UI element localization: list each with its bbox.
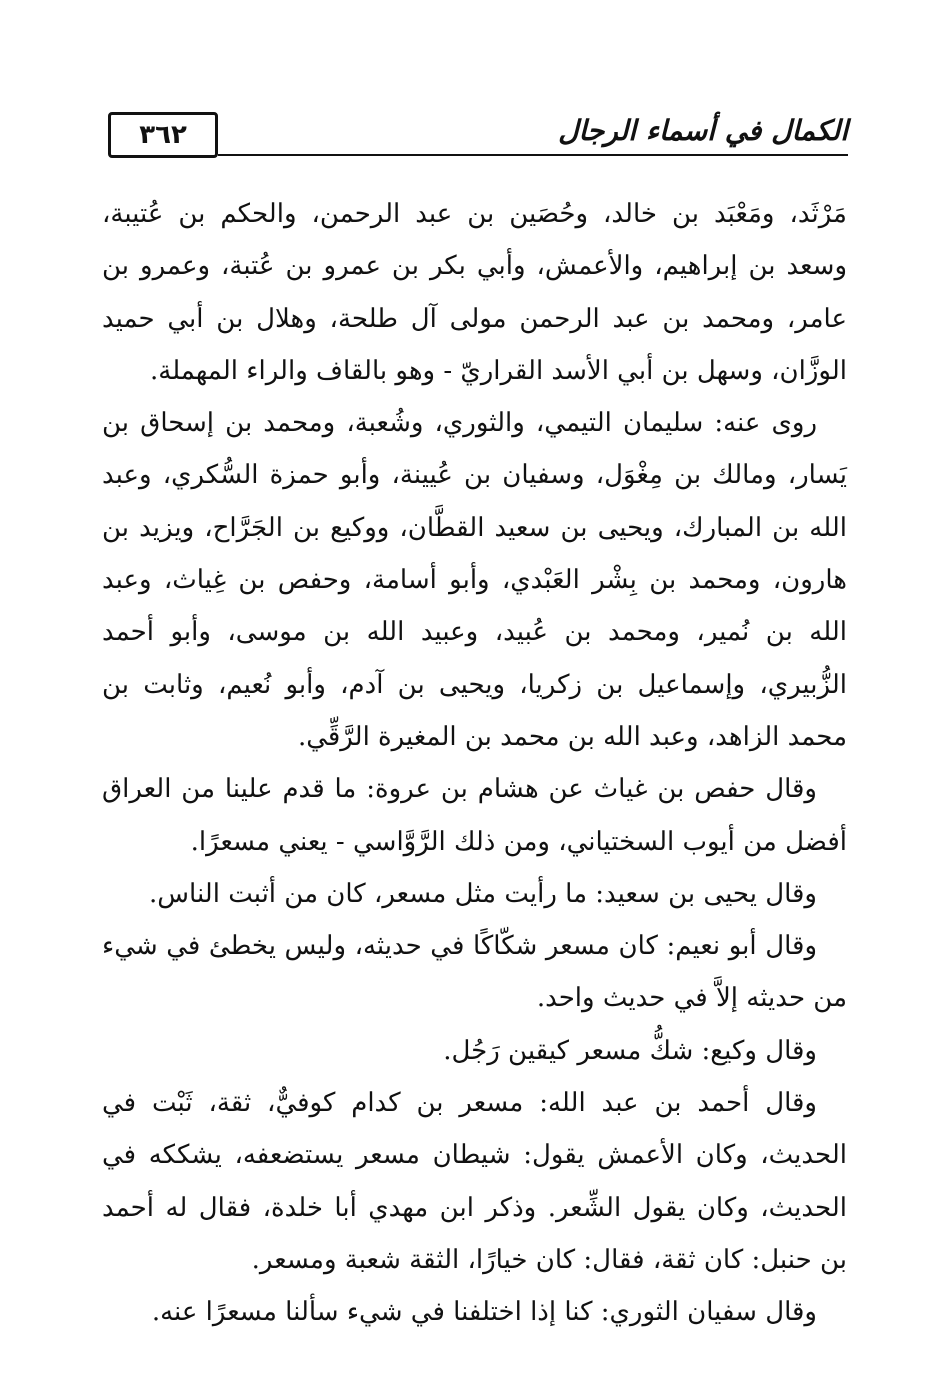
header-rule [218,154,848,156]
paragraph: وقال يحيى بن سعيد: ما رأيت مثل مسعر، كان من أثبت الناس. [149,878,817,909]
paragraph: وقال أحمد بن عبد الله: مسعر بن كدام كوفيٌّ، ثقة، ثَبْت في الحديث، وكان الأعمش يقول: شيطان مسعر يستضعفه، يشككه في الحديث، وكان يقول الشِّعر. وذكر ابن مهدي أبا خلدة، فقال له أحمد بن حنبل: كان ثقة، فقال: كان خيارًا، الثقة شعبة ومسعر. [102,1088,847,1275]
paragraph: مَرْثَد، ومَعْبَد بن خالد، وحُصَين بن عبد الرحمن، والحكم بن عُتيبة، وسعد بن إبراهيم، والأعمش، وأبي بكر بن عمرو بن عُتبة، وعمرو بن عامر، ومحمد بن عبد الرحمن مولى آل طلحة، وهلال بن أبي حميد الوزَّان، وسهل بن أبي الأسد القراريّ - وهو بالقاف والراء المهملة. [102,199,847,386]
page-header [108,112,848,164]
paragraph: روى عنه: سليمان التيمي، والثوري، وشُعبة، ومحمد بن إسحاق بن يَسار، ومالك بن مِغْوَل، وسفيان بن عُيينة، وأبو حمزة السُّكري، وعبد الله بن المبارك، ويحيى بن سعيد القطَّان، ووكيع بن الجَرَّاح، ويزيد بن هارون، ومحمد بن بِشْر العَبْدي، وأبو أسامة، وحفص بن غِياث، وعبد الله بن نُمير، ومحمد بن عُبيد، وعبيد الله بن موسى، وأبو أحمد الزُّبيري، وإسماعيل بن زكريا، ويحيى بن آدم، وأبو نُعيم، وثابت بن محمد الزاهد، وعبد الله بن محمد بن المغيرة الرَّقِّي. [102,408,848,752]
paragraph: وقال سفيان الثوري: كنا إذا اختلفنا في شيء سألنا مسعرًا عنه. [151,1297,817,1328]
paragraph: وقال وكيع: شكُّ مسعر كيقين رَجُل. [443,1035,817,1066]
running-title: الكمال في أسماء الرجال [558,114,848,147]
body-text [102,188,847,1339]
page-number: ٣٦٢ [108,112,218,158]
paragraph: وقال أبو نعيم: كان مسعر شكّاكًا في حديثه، وليس يخطئ في شيء من حديثه إلاَّ في حديث واحد. [102,931,847,1014]
paragraph: وقال حفص بن غياث عن هشام بن عروة: ما قدم علينا من العراق أفضل من أيوب السختياني، ومن ذلك الرَّوَّاسي - يعني مسعرًا. [102,774,847,857]
